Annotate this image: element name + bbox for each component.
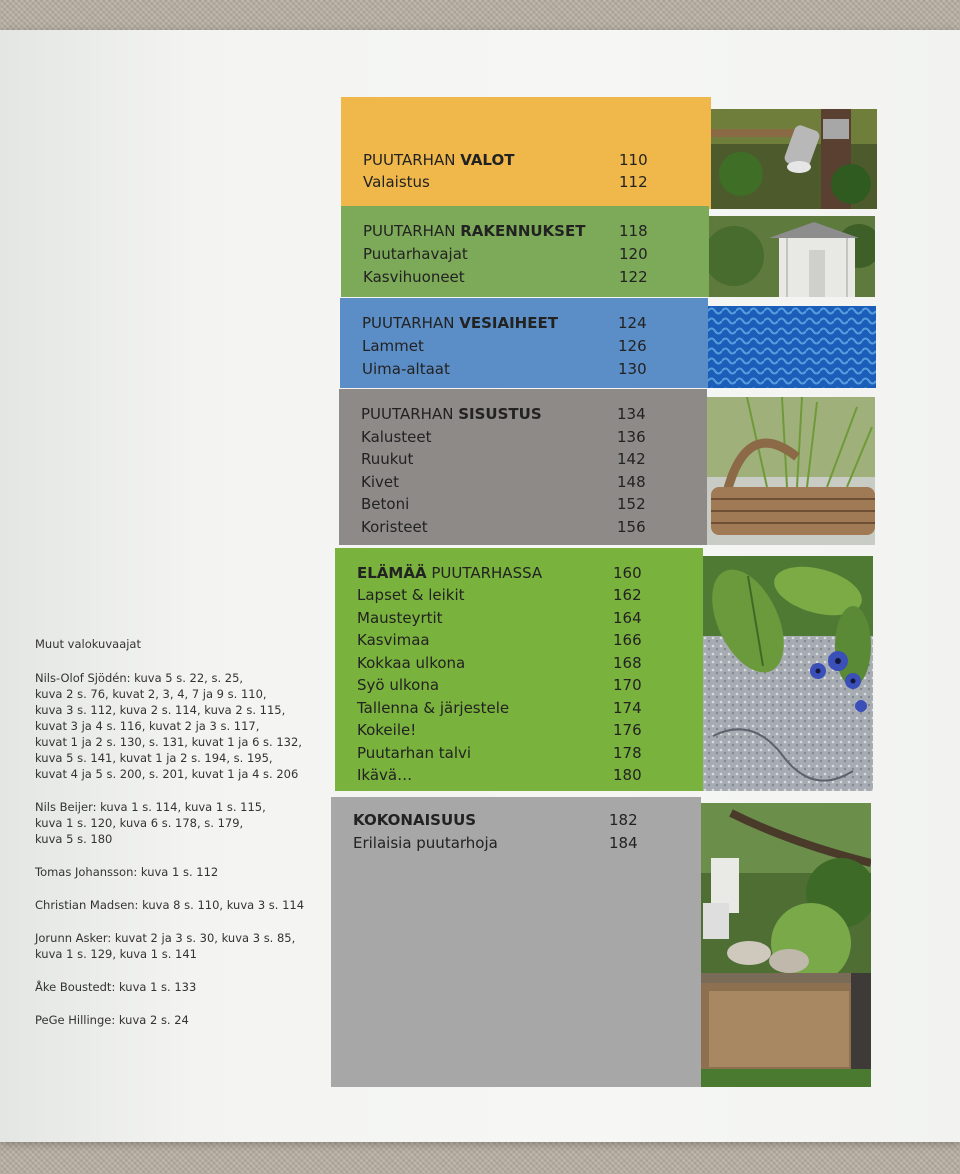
heading-light: PUUTARHAN: [363, 222, 456, 240]
page-number: 160: [613, 564, 642, 582]
toc-heading-row[interactable]: [363, 220, 653, 242]
toc-item[interactable]: [357, 629, 647, 651]
page-number: 152: [617, 495, 646, 513]
page-number: 156: [617, 518, 646, 536]
toc-item-label: Mausteyrtit: [357, 609, 443, 627]
toc-item-label: Kokkaa ulkona: [357, 654, 466, 672]
book-page: [0, 30, 960, 1142]
borage-flower-photo: [703, 556, 873, 791]
toc-item-label: Kasvihuoneet: [363, 268, 465, 286]
page-number: 182: [609, 811, 638, 829]
garden-overview-photo: [701, 803, 871, 1087]
toc-item[interactable]: [353, 832, 643, 854]
page-number: 130: [618, 360, 647, 378]
page-number: 174: [613, 699, 642, 717]
toc-item[interactable]: [357, 607, 647, 629]
heading-bold: VESIAIHEET: [459, 314, 558, 332]
toc-item[interactable]: [361, 516, 651, 538]
toc-heading-row[interactable]: [361, 403, 651, 425]
page-number: 126: [618, 337, 647, 355]
heading-light: PUUTARHAN: [361, 405, 454, 423]
credit-entry: Åke Boustedt: kuva 1 s. 133: [35, 980, 197, 994]
toc-item[interactable]: [363, 171, 653, 193]
page-number: 142: [617, 450, 646, 468]
toc-item-label: Puutarhavajat: [363, 245, 468, 263]
toc-item-label: Kalusteet: [361, 428, 432, 446]
page-number: 148: [617, 473, 646, 491]
toc-item-label: Lammet: [362, 337, 424, 355]
credits-heading: Muut valokuvaajat: [35, 637, 141, 651]
heading-light: PUUTARHAN: [363, 151, 456, 169]
page-number: 112: [619, 173, 648, 191]
pool-water-photo: [708, 306, 876, 388]
page-number: 180: [613, 766, 642, 784]
toc-item[interactable]: [361, 493, 651, 515]
heading-bold: VALOT: [460, 151, 515, 169]
toc-item[interactable]: [361, 471, 651, 493]
toc-item[interactable]: [357, 697, 647, 719]
toc-section-vesiaiheet: [340, 298, 876, 388]
toc-item[interactable]: [357, 742, 647, 764]
heading-bold: ELÄMÄÄ: [357, 564, 427, 582]
credit-entry: Jorunn Asker: kuvat 2 ja 3 s. 30, kuva 3 s. 85, kuva 1 s. 129, kuva 1 s. 141: [35, 931, 296, 961]
page-number: 184: [609, 834, 638, 852]
page-number: 110: [619, 151, 648, 169]
toc-section-valot: [341, 97, 877, 209]
wicker-basket-photo: [707, 397, 875, 545]
page-number: 170: [613, 676, 642, 694]
page-number: 164: [613, 609, 642, 627]
heading-light: PUUTARHAN: [362, 314, 455, 332]
page-number: 166: [613, 631, 642, 649]
toc-item-label: Kivet: [361, 473, 399, 491]
credit-entry: Nils-Olof Sjödén: kuva 5 s. 22, s. 25, kuva 2 s. 76, kuvat 2, 3, 4, 7 ja 9 s. 110, kuva 3 s. 112, kuva 2 s. 114, kuva 2 s. 115, kuvat 3 ja 4 s. 116, kuvat 2 ja 3 s. 117, kuvat 1 ja 2 s. 130, s. 131, kuvat 1 ja 6 s. 132, kuva 5 s. 141, kuvat 1 ja 2 s. 194, s. 195, kuvat 4 ja 5 s. 200, s. 201, kuvat 1 ja 4 s. 206: [35, 671, 302, 781]
toc-item-label: Betoni: [361, 495, 410, 513]
toc-item[interactable]: [357, 719, 647, 741]
page-number: 178: [613, 744, 642, 762]
toc-heading-row[interactable]: [362, 312, 652, 334]
page-number: 124: [618, 314, 647, 332]
page-number: 122: [619, 268, 648, 286]
toc-item-label: Lapset & leikit: [357, 586, 465, 604]
toc-item[interactable]: [357, 584, 647, 606]
toc-item-label: Puutarhan talvi: [357, 744, 472, 762]
page-number: 162: [613, 586, 642, 604]
garden-lamp-photo: [711, 109, 877, 209]
toc-item[interactable]: [363, 243, 653, 265]
toc-item-label: Syö ulkona: [357, 676, 440, 694]
toc-item[interactable]: [357, 652, 647, 674]
toc-heading-row[interactable]: [357, 562, 647, 584]
page-number: 136: [617, 428, 646, 446]
page-number: 118: [619, 222, 648, 240]
heading-light: PUUTARHASSA: [431, 564, 543, 582]
page-number: 168: [613, 654, 642, 672]
toc-item-label: Ruukut: [361, 450, 414, 468]
toc-item[interactable]: [363, 266, 653, 288]
toc-item-label: Kasvimaa: [357, 631, 430, 649]
credit-entry: Nils Beijer: kuva 1 s. 114, kuva 1 s. 115, kuva 1 s. 120, kuva 6 s. 178, s. 179, kuva 5 s. 180: [35, 800, 266, 846]
photo-credits: [35, 636, 325, 1045]
heading-bold: SISUSTUS: [458, 405, 542, 423]
credit-entry: Christian Madsen: kuva 8 s. 110, kuva 3 s. 114: [35, 898, 305, 912]
heading-bold: RAKENNUKSET: [460, 222, 586, 240]
toc-item-label: Uima-altaat: [362, 360, 450, 378]
toc-section-rakennukset: [341, 206, 877, 297]
toc-item-label: Valaistus: [363, 173, 430, 191]
toc-item[interactable]: [361, 448, 651, 470]
page-number: 176: [613, 721, 642, 739]
toc-item[interactable]: [357, 764, 647, 786]
toc-item[interactable]: [361, 426, 651, 448]
toc-item[interactable]: [362, 358, 652, 380]
toc-heading-row[interactable]: [353, 809, 643, 831]
toc-item-label: Kokeile!: [357, 721, 417, 739]
toc-item[interactable]: [357, 674, 647, 696]
toc-item-label: Tallenna & järjestele: [357, 699, 510, 717]
toc-section-sisustus: [339, 389, 875, 545]
toc-item-label: Ikävä…: [357, 766, 413, 784]
page-number: 134: [617, 405, 646, 423]
toc-section-elamaa: [335, 548, 873, 791]
credit-entry: PeGe Hillinge: kuva 2 s. 24: [35, 1013, 189, 1027]
page-number: 120: [619, 245, 648, 263]
toc-section-kokonaisuus: [331, 797, 871, 1087]
toc-heading-row[interactable]: [363, 149, 653, 171]
toc-item-label: Koristeet: [361, 518, 428, 536]
heading-bold: KOKONAISUUS: [353, 811, 477, 829]
credit-entry: Tomas Johansson: kuva 1 s. 112: [35, 865, 219, 879]
toc-item[interactable]: [362, 335, 652, 357]
garden-shed-photo: [709, 216, 875, 297]
toc-item-label: Erilaisia puutarhoja: [353, 834, 498, 852]
